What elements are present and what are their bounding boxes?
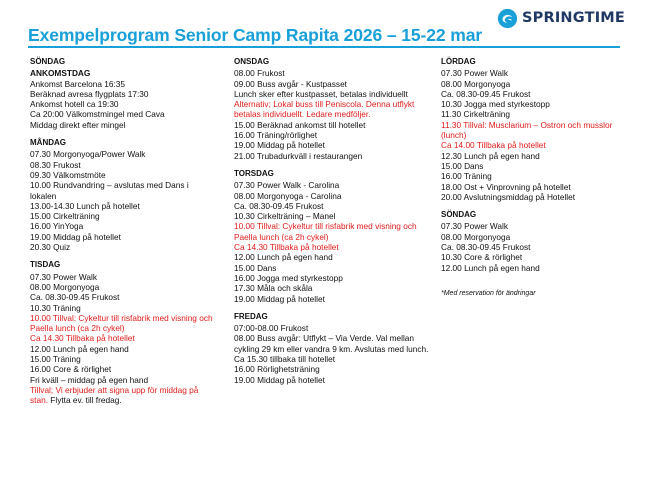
title-divider: [28, 46, 620, 48]
schedule-line: [30, 79, 216, 89]
section-gap: [234, 161, 430, 169]
schedule-line: [441, 68, 631, 78]
activity-text: 10.30 Träning: [30, 302, 81, 313]
schedule-line: [234, 211, 430, 221]
schedule-line: [234, 252, 430, 262]
schedule-line: [30, 221, 216, 231]
schedule-line: [441, 263, 631, 273]
schedule-line: [30, 313, 216, 334]
schedule-line: [30, 385, 216, 406]
optional-activity-text: Ca 14.30 Tillbaka på hotellet: [30, 333, 135, 344]
activity-text: 19.00 Middag på hotellet: [234, 293, 325, 304]
section-gap: [30, 252, 216, 260]
activity-text: 20.30 Quiz: [30, 242, 71, 253]
activity-text: 10.30 Core & rörlighet: [441, 252, 523, 263]
activity-text: 15.00 Beräknad ankomst till hotellet: [234, 119, 366, 130]
activity-text: 07.30 Power Walk: [30, 271, 98, 282]
activity-text: Middag direkt efter mingel: [30, 119, 126, 130]
column-2: [234, 57, 430, 385]
schedule-line: [30, 149, 216, 159]
day-subheading: ANKOMSTDAG: [30, 68, 91, 79]
section-gap: [30, 130, 216, 138]
schedule-line: [234, 201, 430, 211]
activity-text: 11.30 Cirkelträning: [441, 109, 511, 120]
activity-text: 15.00 Cirkelträning: [30, 211, 100, 222]
activity-text: 08.00 Frukost: [234, 68, 285, 79]
optional-activity-text: Alternativ; Lokal buss till Peniscola. Denna utflykt betalas individuellt. Ledare medföljer.: [234, 99, 415, 120]
schedule-line: [30, 303, 216, 313]
schedule-line: [441, 89, 631, 99]
activity-text: Ca. 08.30-09.45 Frukost: [30, 292, 120, 303]
day-heading: MÅNDAG: [30, 138, 66, 148]
activity-text: 16.00 Core & rörlighet: [30, 364, 112, 375]
activity-text: Fri kväll – middag på egen hand: [30, 374, 149, 385]
activity-text: 21.00 Trubadurkväll i restaurangen: [234, 150, 363, 161]
schedule-line: [30, 170, 216, 180]
activity-text: 07.30 Power Walk: [441, 221, 509, 232]
schedule-line: [234, 283, 430, 293]
activity-text: 15.00 Dans: [441, 160, 484, 171]
day-heading: SÖNDAG: [441, 210, 477, 220]
activity-text: 16.00 Jogga med styrkestopp: [234, 272, 343, 283]
activity-text: 13.00-14.30 Lunch på hotellet: [30, 200, 140, 211]
section-gap: [234, 304, 430, 312]
activity-text: 07.30 Morgonyoga/Power Walk: [30, 149, 146, 160]
activity-text: 08.00 Buss avgår: Utflykt – Via Verde. Val mellan cykling 29 km eller vandra 9 km. Avslutas med lunch.: [234, 333, 429, 354]
schedule-line: [30, 242, 216, 252]
schedule-line: [30, 272, 216, 282]
day-section: [30, 138, 216, 252]
brand-name: SPRINGTIME: [522, 10, 626, 26]
activity-text: 09.30 Välkomstmöte: [30, 169, 106, 180]
schedule-line: [30, 120, 216, 130]
activity-text: 07.30 Power Walk: [441, 68, 509, 79]
schedule-line: [30, 109, 216, 119]
schedule-line: [441, 252, 631, 262]
activity-text: 19.00 Middag på hotellet: [30, 231, 121, 242]
schedule-line: [234, 294, 430, 304]
schedule-line: [441, 182, 631, 192]
activity-note: Flytta ev. till fredag.: [48, 395, 122, 406]
day-heading: ONSDAG: [234, 57, 270, 66]
schedule-line: [30, 201, 216, 211]
activity-text: 08.00 Morgonyoga: [441, 231, 511, 242]
activity-text: Ca 15.30 tillbaka till hotellet: [234, 354, 336, 365]
day-section: [30, 260, 216, 405]
schedule-line: [441, 221, 631, 231]
day-section: [30, 57, 216, 130]
activity-text: Ca. 08.30-09.45 Frukost: [234, 200, 324, 211]
activity-text: 09.00 Buss avgår - Kustpasset: [234, 78, 347, 89]
column-3: [441, 57, 631, 299]
activity-text: 16.00 Rörlighetsträning: [234, 364, 320, 375]
schedule-line: [234, 354, 430, 364]
schedule-line: [234, 151, 430, 161]
schedule-line: [30, 89, 216, 99]
day-heading: SÖNDAG: [30, 57, 66, 66]
schedule-line: [30, 344, 216, 354]
activity-text: 18.00 Ost + Vinprovning på hotellet: [441, 181, 571, 192]
schedule-line: [441, 151, 631, 161]
schedule-line: [30, 99, 216, 109]
schedule-line: [234, 130, 430, 140]
day-section: [441, 57, 631, 202]
schedule-line: [30, 333, 216, 343]
activity-text: 10.00 Rundvandring – avslutas med Dans i lokalen: [30, 180, 189, 201]
activity-text: 12.00 Lunch på egen hand: [30, 343, 129, 354]
schedule-line: [234, 180, 430, 190]
schedule-line: [234, 99, 430, 120]
schedule-line: [234, 221, 430, 242]
schedule-line: [234, 68, 430, 78]
optional-activity-text: 11.30 Tillval: Musclarium – Ostron och musslor (lunch): [441, 119, 613, 141]
schedule-line: [441, 79, 631, 89]
schedule-line: [441, 99, 631, 109]
activity-text: Ankomst Barcelona 16:35: [30, 78, 126, 89]
activity-text: 12.00 Lunch på egen hand: [441, 262, 540, 273]
activity-text: 07:00-08.00 Frukost: [234, 323, 309, 334]
optional-activity-text: Tillval; Vi erbjuder att signa upp för middag på stan.: [30, 384, 199, 406]
activity-text: 15.00 Dans: [234, 262, 277, 273]
activity-text: 20.00 Avslutningsmiddag på Hotellet: [441, 191, 576, 202]
activity-text: 12.30 Lunch på egen hand: [441, 150, 540, 161]
activity-text: Ca 20:00 Välkomstmingel med Cava: [30, 109, 165, 120]
activity-text: 08.30 Frukost: [30, 159, 81, 170]
schedule-line: [441, 171, 631, 181]
schedule-line: [30, 160, 216, 170]
schedule-line: [234, 273, 430, 283]
day-heading: TORSDAG: [234, 168, 274, 178]
day-section: [441, 210, 631, 273]
schedule-line: [234, 120, 430, 130]
activity-text: 07.30 Power Walk - Carolina: [234, 180, 340, 191]
schedule-line: [234, 140, 430, 150]
activity-text: 12.00 Lunch på egen hand: [234, 252, 333, 263]
schedule-line: [30, 282, 216, 292]
activity-text: 08.00 Morgonyoga: [30, 281, 100, 292]
activity-text: Ankomst hotell ca 19:30: [30, 99, 119, 110]
schedule-line: [441, 161, 631, 171]
schedule-line: [441, 109, 631, 119]
schedule-line: [234, 323, 430, 333]
activity-text: 16.00 Träning: [441, 171, 492, 182]
schedule-line: [30, 211, 216, 221]
activity-text: Lunch sker efter kustpasset, betalas individuellt: [234, 88, 408, 99]
optional-activity-text: 10.00 Tillval: Cykeltur till risfabrik med visning och Paella lunch (ca 2h cykel): [30, 312, 213, 334]
schedule-line: [234, 191, 430, 201]
schedule-line: [30, 375, 216, 385]
schedule-line: [30, 292, 216, 302]
activity-text: Ca. 08.30-09.45 Frukost: [441, 242, 531, 253]
schedule-line: [441, 140, 631, 150]
day-section: [234, 312, 430, 385]
schedule-line: [30, 232, 216, 242]
column-1: [30, 57, 216, 406]
schedule-line: [234, 263, 430, 273]
day-heading: LÖRDAG: [441, 57, 476, 66]
day-section: [234, 57, 430, 161]
activity-text: 15.00 Träning: [30, 354, 81, 365]
activity-text: 16.00 YinYoga: [30, 221, 84, 232]
schedule-line: [441, 192, 631, 202]
optional-activity-text: 10.00 Tillval: Cykeltur till risfabrik med visning och Paella lunch (ca 2h cykel): [234, 221, 417, 242]
activity-text: 08.00 Morgonyoga: [441, 78, 511, 89]
activity-text: 17.30 Måla och skåla: [234, 283, 313, 294]
schedule-line: [234, 89, 430, 99]
schedule-line: [234, 242, 430, 252]
page-title: Exempelprogram Senior Camp Rapita 2026 – 15-22 mar: [28, 25, 483, 45]
schedule-line: [30, 364, 216, 374]
activity-text: 08.00 Morgonyoga - Carolina: [234, 190, 342, 201]
activity-text: Beräknad avresa flygplats 17:30: [30, 88, 149, 99]
schedule-line: [234, 375, 430, 385]
activity-text: Ca. 08.30-09.45 Frukost: [441, 88, 531, 99]
day-heading: FREDAG: [234, 311, 268, 321]
schedule-line: [441, 120, 631, 141]
activity-text: 10.30 Cirkelträning – Manel: [234, 211, 336, 222]
reservation-note: *Med reservation för ändringar: [441, 289, 536, 297]
activity-text: 16.00 Träning/rörlighet: [234, 130, 318, 141]
schedule-line: [234, 333, 430, 354]
schedule-line: [234, 364, 430, 374]
activity-text: 19.00 Middag på hotellet: [234, 374, 325, 385]
schedule-line: [234, 79, 430, 89]
optional-activity-text: Ca 14.30 Tillbaka på hotellet: [234, 242, 339, 253]
day-section: [234, 169, 430, 304]
activity-text: 10.30 Jogga med styrkestopp: [441, 99, 550, 110]
day-heading: TISDAG: [30, 260, 61, 270]
schedule-line: [441, 242, 631, 252]
schedule-line: [441, 232, 631, 242]
section-gap: [441, 202, 631, 210]
schedule-line: [30, 180, 216, 201]
schedule-line: [30, 354, 216, 364]
optional-activity-text: Ca 14.00 Tillbaka på hotellet: [441, 140, 546, 151]
activity-text: 19.00 Middag på hotellet: [234, 140, 325, 151]
